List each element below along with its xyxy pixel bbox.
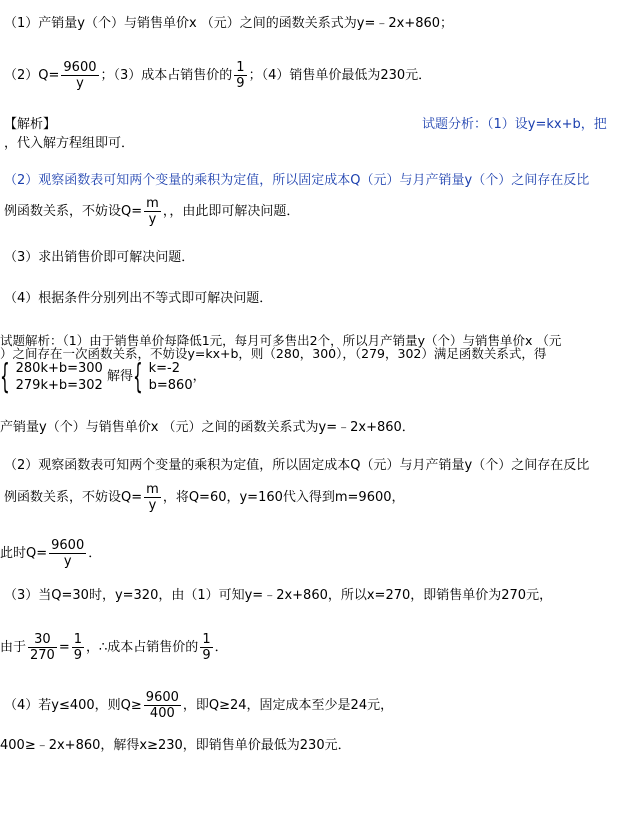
fraction-9600-over-y — [61, 60, 98, 91]
solution-s6-c: ． — [214, 640, 228, 655]
fraction-numerator: 9600 — [63, 60, 97, 75]
system-end-comma: ， — [192, 369, 206, 384]
fraction-denominator: 270 — [30, 648, 55, 663]
equation-1: 280k+b=300 — [15, 361, 103, 376]
solution-line-3: 产销量y（个）与销售单价x （元）之间的函数关系式为y=﹣2x+860． — [0, 420, 415, 435]
answer-text-1: （1）产销量y（个）与销售单价x （元）之间的函数关系式为y=﹣2x+860； — [4, 16, 454, 31]
analysis-p4: （4）根据条件分别列出不等式即可解决问题． — [4, 291, 273, 306]
solution-s3-c: ，将Q=60，y=160代入得到m=9600， — [162, 490, 405, 505]
solution-line-5 — [4, 482, 405, 513]
fraction-1-over-9 — [72, 632, 84, 663]
solution-s4-b: ． — [88, 546, 102, 561]
fraction-denominator: 400 — [144, 705, 181, 721]
solution-line-2: ）之间存在一次函数关系，不妨设y=kx+b，则（280，300），（279，302）满足函数关系式，得 — [0, 346, 547, 361]
solution-line-4: （2）观察函数表可知两个变量的乘积为定值，所以固定成本Q（元）与月产销量y（个）之间存在反比 — [4, 458, 590, 473]
analysis-p2-line2 — [4, 196, 299, 227]
fraction-denominator: 9 — [202, 648, 211, 663]
equals-sign: = — [58, 640, 70, 655]
solve-label: 解得 — [106, 369, 133, 384]
solution-s6-b: ，∴成本占销售价的 — [86, 640, 199, 655]
left-brace-icon: { — [0, 357, 10, 397]
left-brace-icon: { — [133, 357, 143, 397]
solution-line-7: （3）当Q=30时，y=320，由（1）可知y=﹣2x+860，所以x=270，即销售单价为270元， — [4, 588, 553, 603]
answer-part3-text: ；（3）成本占销售价的 — [100, 68, 233, 83]
fraction-m-over-y — [144, 482, 161, 513]
analysis-p3: （3）求出销售价即可解决问题． — [4, 250, 195, 265]
answer-line-1 — [4, 16, 453, 32]
solution-s7-b: ，即Q≥24，固定成本至少是24元， — [182, 698, 394, 713]
solution-line-10: 400≥﹣2x+860，解得x≥230，即销售单价最低为230元． — [0, 738, 351, 753]
analysis-p2-text: （2）观察函数表可知两个变量的乘积为定值，所以固定成本Q（元）与月产销量y（个）之间存在反比 — [4, 173, 590, 188]
analysis-p2-line1 — [4, 173, 589, 189]
fraction-denominator: y — [49, 553, 86, 569]
solution-line-6 — [0, 538, 101, 569]
fraction-1-over-9 — [200, 632, 212, 663]
solution-s3-b: 例函数关系，不妨设Q= — [4, 490, 143, 505]
fraction-denominator: 9 — [236, 76, 245, 91]
fraction-9600-over-400 — [144, 690, 181, 721]
fraction-numerator: 9600 — [145, 690, 179, 705]
answer-q-label: （2）Q= — [4, 68, 60, 83]
fraction-9600-over-y — [49, 538, 86, 569]
answer-part4-text: ；（4）销售单价最低为230元． — [248, 68, 432, 83]
fraction-numerator: 1 — [73, 632, 83, 647]
analysis-p2-b: 例函数关系，不妨设Q= — [4, 204, 143, 219]
fraction-m-over-y — [144, 196, 161, 227]
fraction-denominator: y — [61, 75, 98, 91]
fraction-numerator: m — [146, 196, 159, 211]
fraction-numerator: 1 — [202, 632, 211, 647]
analysis-header: 【解析】 — [4, 117, 57, 132]
equation-2: 279k+b=302 — [15, 378, 103, 393]
solution-b: b=860 — [148, 378, 193, 393]
solution-s4-a: 此时Q= — [0, 546, 48, 561]
fraction-30-over-270 — [28, 632, 57, 663]
solution-s6-a: 由于 — [0, 640, 27, 655]
analysis-hint-right: 试题分析：（1）设y=kx+b，把 — [422, 117, 607, 132]
solution-line-9 — [4, 690, 393, 721]
fraction-denominator: y — [144, 497, 161, 513]
solution-system — [0, 357, 206, 397]
fraction-denominator: 9 — [73, 648, 83, 663]
equation-system-1 — [16, 360, 103, 394]
analysis-p2-c: ，，由此即可解决问题． — [162, 204, 300, 219]
solution-k: k=-2 — [148, 361, 181, 376]
equation-system-2 — [149, 360, 193, 394]
solution-line-1: 试题解析：（1）由于销售单价每降低1元，每月可多售出2个，所以月产销量y（个）与销售单价x （元 — [0, 333, 562, 348]
fraction-numerator: 30 — [34, 632, 51, 647]
fraction-numerator: 1 — [236, 60, 245, 75]
solution-line-8 — [0, 632, 228, 663]
fraction-numerator: m — [146, 482, 159, 497]
fraction-denominator: y — [144, 211, 161, 227]
solution-s7-a: （4）若y≤400，则Q≥ — [4, 698, 142, 713]
answer-line-2 — [4, 60, 431, 91]
fraction-1-over-9 — [234, 60, 246, 91]
analysis-hint-cont: ，代入解方程组即可． — [4, 136, 135, 151]
fraction-numerator: 9600 — [51, 538, 85, 553]
